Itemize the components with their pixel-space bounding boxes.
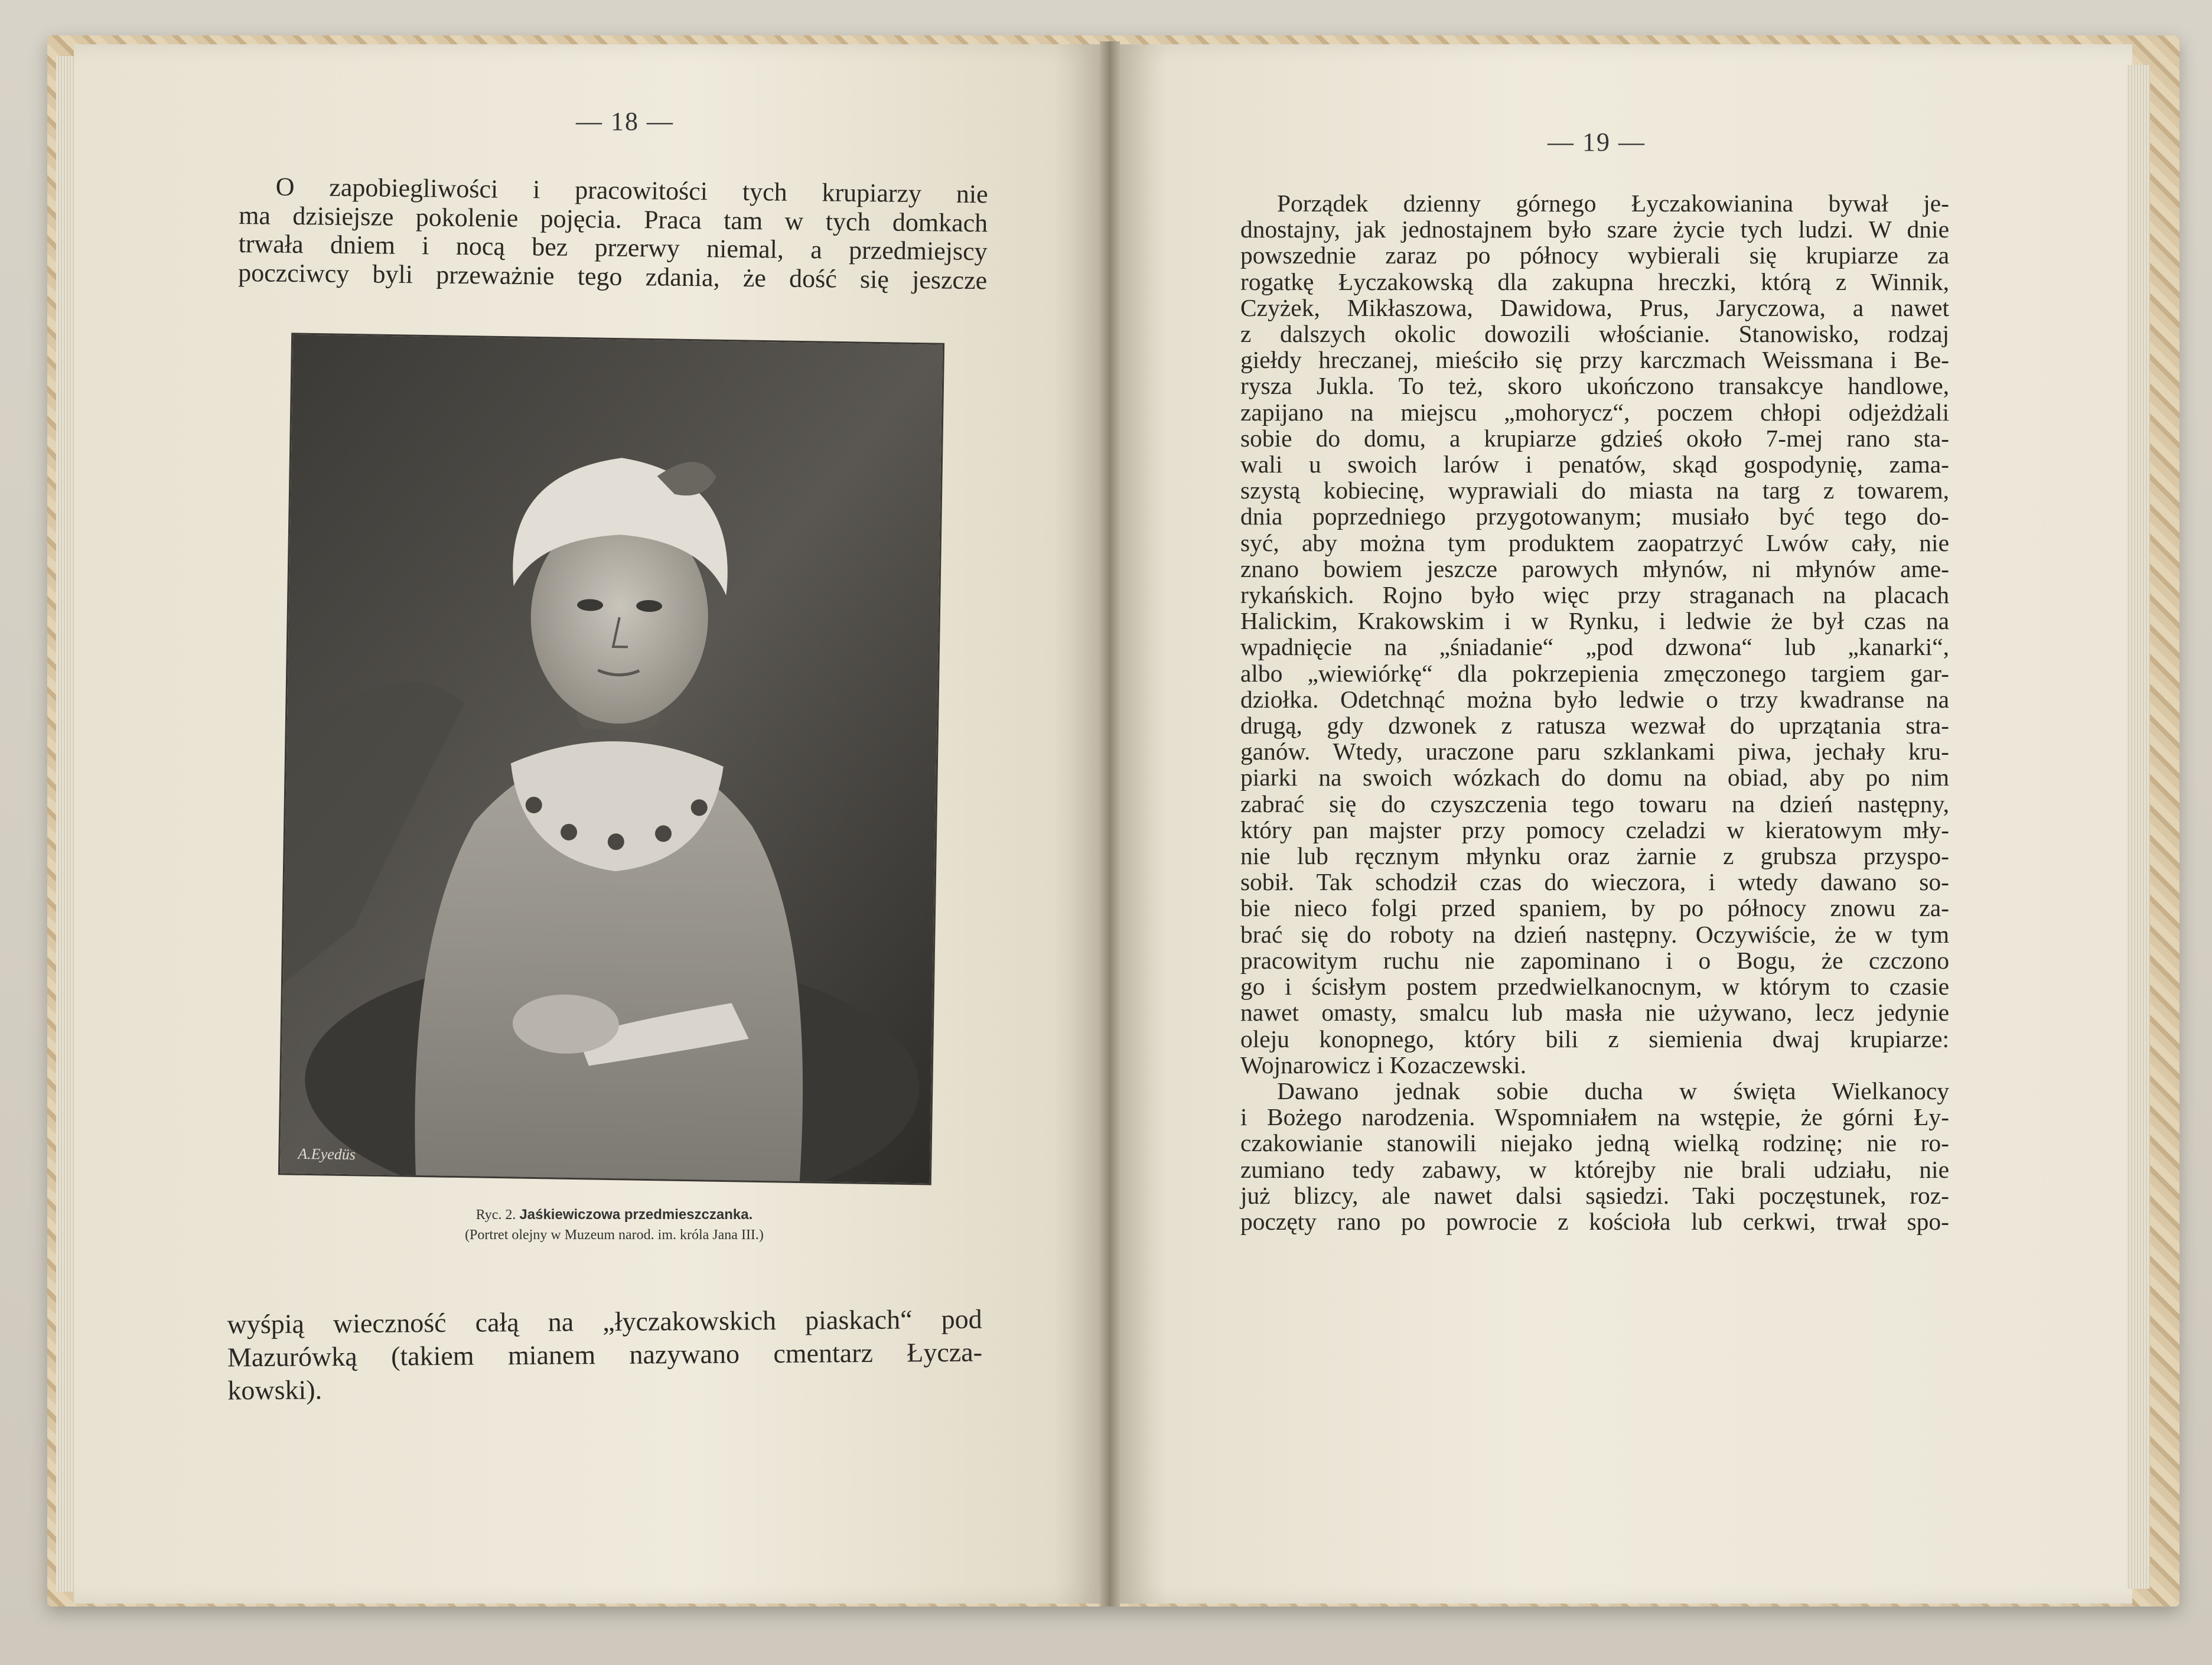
text-line: bie nieco folgi przed spaniem, by po północy znowu za- bbox=[1240, 894, 1949, 922]
text-line: rogatkę Łyczakowską dla zakupna hreczki, którą z Winnik, bbox=[1240, 268, 1949, 295]
text-line: dnostajny, jak jednostajnem było szare życie tych ludzi. W dnie bbox=[1240, 216, 1949, 243]
text-line: sobie do domu, a krupiarze gdzieś około 7-mej rano sta- bbox=[1240, 424, 1949, 452]
text-line: giełdy hreczanej, mieściło się przy karczmach Weissmana i Be- bbox=[1240, 346, 1949, 374]
text-line: zabrać się do czyszczenia tego towaru na dzień następny, bbox=[1240, 790, 1949, 817]
text-line: wali u swoich larów i penatów, skąd gospodynię, zama- bbox=[1240, 451, 1949, 478]
text-line: nawet omasty, smalcu lub masła nie używano, lecz jedynie bbox=[1240, 999, 1949, 1027]
page-number-left: — 18 — bbox=[576, 107, 674, 136]
text-line: nie lub ręcznym młynku oraz żarnie z grubsza przyspo- bbox=[1240, 842, 1949, 870]
portrait-illustration bbox=[280, 334, 943, 1183]
text-line: Mazurówką (takiem mianem nazywano cmentarz Łycza- bbox=[227, 1337, 983, 1373]
caption-title: Jaśkiewiczowa przedmieszczanka. bbox=[519, 1207, 753, 1223]
text-line: drugą, gdy dzwonek z ratusza wezwał do uprzątania stra- bbox=[1240, 712, 1949, 739]
left-top-paragraph bbox=[238, 172, 988, 295]
text-line: z dalszych okolic dowozili włościanie. Stanowisko, rodzaj bbox=[1240, 320, 1949, 348]
book-gutter bbox=[1100, 41, 1120, 1607]
caption-prefix: Ryc. 2. bbox=[475, 1207, 516, 1223]
text-line: poczęty rano po powrocie z kościoła lub cerkwi, trwał spo- bbox=[1240, 1207, 1949, 1235]
page-edges-right bbox=[2126, 65, 2150, 1589]
figure-caption bbox=[331, 1205, 898, 1245]
text-line: już blizcy, ale nawet dalsi sąsiedzi. Taki poczęstunek, roz- bbox=[1240, 1181, 1949, 1209]
text-line: Dawano jednak sobie ducha w święta Wielkanocy bbox=[1277, 1077, 1949, 1104]
text-line: poczciwcy byli przeważnie tego zdania, że dość się jeszcze bbox=[237, 258, 988, 295]
text-line: powszednie zaraz po północy wybierali się krupiarze za bbox=[1240, 242, 1949, 269]
text-line: wyśpią wieczność całą na „łyczakowskich piaskach“ pod bbox=[227, 1304, 982, 1340]
text-line: kowski). bbox=[227, 1374, 322, 1406]
artist-signature: A.Eyedüs bbox=[298, 1145, 356, 1164]
caption-subtitle: (Portret olejny w Muzeum narod. im. króla Jana III.) bbox=[465, 1227, 764, 1243]
text-line: oleju konopnego, który bili z siemienia dwaj krupiarze: bbox=[1240, 1025, 1949, 1053]
text-line: O zapobiegliwości i pracowitości tych krupiarzy nie bbox=[275, 172, 988, 209]
text-line: brać się do roboty na dzień następny. Oczywiście, że w tym bbox=[1240, 920, 1949, 948]
text-line: pracowitym ruchu nie zapominano i o Bogu, że czczono bbox=[1240, 946, 1949, 974]
text-line: Czyżek, Mikłaszowa, Dawidowa, Prus, Jaryczowa, a nawet bbox=[1240, 294, 1949, 321]
text-line: i Bożego narodzenia. Wspomniałem na wstępie, że górni Ły- bbox=[1240, 1103, 1949, 1131]
text-line: rysza Jukla. To też, skoro ukończono transakcye handlowe, bbox=[1240, 372, 1949, 400]
text-line: zumiano tedy zabawy, w którejby nie brali udziału, nie bbox=[1240, 1155, 1949, 1183]
text-line: czakowianie stanowili niejako jedną wielką rodzinę; nie ro- bbox=[1240, 1129, 1949, 1157]
text-line: wpadnięcie na „śniadanie“ „pod dzwona“ lub „kanarki“, bbox=[1240, 633, 1949, 661]
text-line: dziołka. Odetchnąć można było ledwie o trzy kwadranse na bbox=[1240, 685, 1949, 713]
text-line: znano bowiem jeszcze parowych młynów, ni młynów ame- bbox=[1240, 555, 1949, 582]
caption-line-1 bbox=[331, 1205, 898, 1225]
text-line: piarki na swoich wózkach do domu na obiad, aby po nim bbox=[1240, 764, 1949, 791]
text-line: trwała dniem i nocą bez przerwy niemal, a przedmiejscy bbox=[238, 229, 988, 266]
text-line: albo „wiewiórkę“ dla pokrzepienia zmęczonego targiem gar- bbox=[1240, 659, 1949, 687]
text-line: Wojnarowicz i Kozaczewski. bbox=[1240, 1051, 1527, 1078]
page-number-right: — 19 — bbox=[1548, 128, 1646, 157]
text-line: Porządek dzienny górnego Łyczakowianina bywał je- bbox=[1277, 190, 1949, 217]
text-line: go i ścisłym postem przedwielkanocnym, w którym to czasie bbox=[1240, 973, 1949, 1001]
page-edges-left bbox=[56, 56, 75, 1592]
text-line: który pan majster przy pomocy czeladzi w kieratowym mły- bbox=[1240, 816, 1949, 843]
text-line: rykańskich. Rojno było więc przy straganach na placach bbox=[1240, 581, 1949, 609]
left-bottom-paragraph bbox=[227, 1303, 982, 1407]
text-line: ganów. Wtedy, uraczone paru szklankami piwa, jechały kru- bbox=[1240, 738, 1949, 765]
right-page-body bbox=[1240, 190, 1949, 1234]
text-line: sobił. Tak schodził czas do wieczora, i wtedy dawano so- bbox=[1240, 868, 1949, 896]
text-line: szystą kobiecinę, wyprawiali do miasta na targ z towarem, bbox=[1240, 477, 1949, 504]
text-line: dnia poprzedniego przygotowanym; musiało być tego do- bbox=[1240, 503, 1949, 530]
text-line: ma dzisiejsze pokolenie pojęcia. Praca tam w tych domkach bbox=[238, 200, 988, 237]
text-line: zapijano na miejscu „mohorycz“, poczem chłopi odjeżdżali bbox=[1240, 398, 1949, 426]
text-line: syć, aby można tym produktem zaopatrzyć Lwów cały, nie bbox=[1240, 529, 1949, 556]
text-line: Halickim, Krakowskim i w Rynku, i ledwie że był czas na bbox=[1240, 607, 1949, 635]
